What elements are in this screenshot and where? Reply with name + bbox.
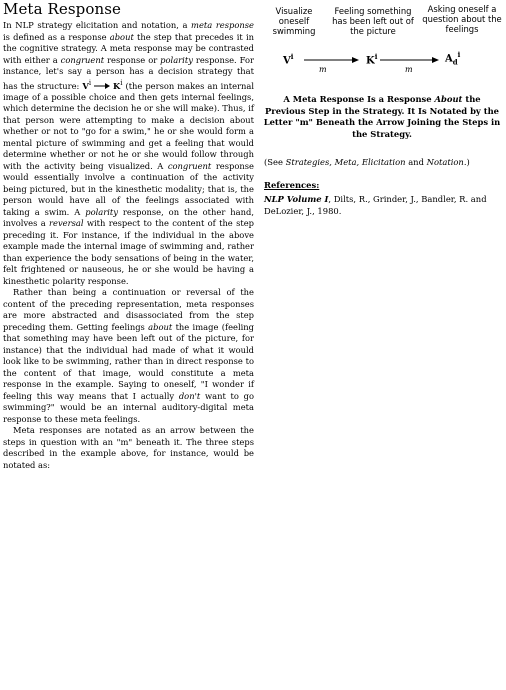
emphasis: reversal <box>49 218 84 229</box>
emphasis: don't <box>178 390 201 401</box>
node-v: $V^i$ <box>283 52 294 67</box>
meta-response-diagram <box>258 4 504 90</box>
references-heading: References: <box>264 180 320 190</box>
text-run: response. For instance, let's say a person has a decision strategy that has the structure: <box>3 54 254 91</box>
inline-sup: i <box>88 78 92 87</box>
see-also: (See Strategies, Meta, Elicitation and Notation.) <box>264 157 470 167</box>
meta-label-2: m <box>405 65 413 74</box>
step-2-caption: Feeling something has been left out of the picture <box>332 6 414 36</box>
term-meta-response: meta response <box>191 20 254 30</box>
node-ad: $A_d^i$ <box>445 50 461 67</box>
emphasis: polarity <box>85 206 118 217</box>
arrow-2-icon <box>380 57 439 63</box>
article-body <box>3 20 254 471</box>
inline-sup: i <box>120 78 123 87</box>
text-run: response would essentially involve a continuation of the activity being pictured, but in the kinesthetic modality; that is, the person would have all of the feelings associated with taking a swim. A <box>3 160 254 217</box>
text-run: with respect to the content of the step preceding it. For instance, if the individual in the above example made the internal image of swimming and, rather than experience the body sensations of being in the water, felt frightened or nauseous, he or she would be having a kinesthetic polarity response. <box>3 218 254 286</box>
paragraph-1 <box>3 20 254 287</box>
text-run: is defined as a response <box>3 31 110 42</box>
paragraph-3: Meta responses are notated as an arrow between the steps in question with an "m" beneath it. The three steps described in the example above, for instance, would be notated as: <box>3 425 254 470</box>
diagram-arrows <box>258 4 504 90</box>
inline-node-k: K <box>112 80 121 91</box>
inline-arrow-icon <box>94 83 110 89</box>
paragraph-2 <box>3 287 254 425</box>
emphasis: about <box>109 31 134 42</box>
step-1-caption: Visualize oneself swimming <box>272 6 316 36</box>
step-3-caption: Asking oneself a question about the feelings <box>422 4 502 34</box>
text-run: (the person makes an internal image of a possible choice and then gets internal feelings, which determine the decision he or she will make). Thus, if that person were attempting to make a decision about whether or not to "go for a swim," he or she would form a mental picture of swimming and get a feeling that would determine whether or not he or she would follow through with the activity being visualized. A <box>3 80 255 171</box>
emphasis: congruent <box>167 160 212 171</box>
text-run: want to go swimming?" would be an internal auditory-digital meta response to these meta feelings. <box>3 390 254 424</box>
reference-book-title: NLP Volume I <box>264 194 329 204</box>
text-run: the image (feeling that something may have been left out of the picture, for instance) that the individual had made of what it would look like to be swimming, rather than in direct response to the content of that image, would constitute a meta response in the example. Saying to oneself, "I wonder if feeling this way means that I actually <box>3 321 254 401</box>
emphasis: about <box>148 321 173 332</box>
text-run: Rather than being a continuation or reversal of the content of the preceding representation, meta responses are more abstracted and disassociated from the step preceding them. Getting feelings <box>3 287 254 332</box>
text-run: the step that precedes it in the cognitive strategy. A meta response may be contrasted with either a <box>3 31 254 65</box>
node-k: $K^i$ <box>366 52 378 67</box>
text-run: In NLP strategy elicitation and notation, a <box>3 20 192 30</box>
references-list <box>264 193 504 217</box>
figure-caption: A Meta Response Is a Response About the Previous Step in the Strategy. It Is Notated by the Letter "m" Beneath the Arrow Joining the Steps in the Strategy. <box>263 94 501 139</box>
text-run: response or <box>104 54 161 65</box>
page-title: Meta Response <box>3 0 122 18</box>
arrow-1-icon <box>304 57 359 63</box>
emphasis: polarity <box>160 54 193 65</box>
inline-node-v: V <box>82 80 89 91</box>
text-run: response, on the other hand, involves a <box>3 206 254 229</box>
reference-authors: , Dilts, R., Grinder, J., Bandler, R. and DeLozier, J., 1980. <box>264 194 487 216</box>
meta-label-1: m <box>319 65 327 74</box>
emphasis: congruent <box>60 54 105 65</box>
